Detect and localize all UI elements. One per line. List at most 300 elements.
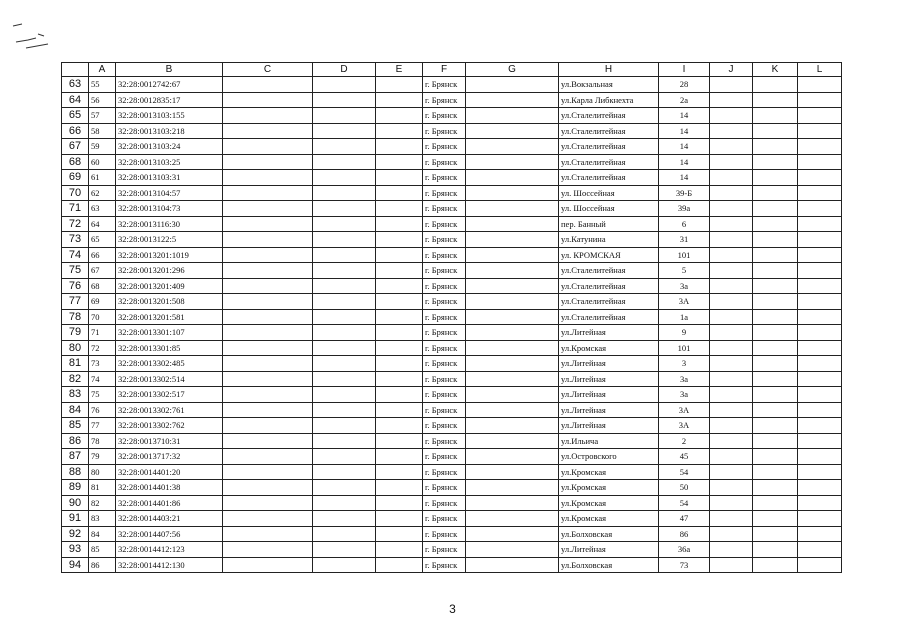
cell-d[interactable] bbox=[313, 170, 376, 186]
column-header-k[interactable]: K bbox=[753, 63, 798, 77]
cell-i[interactable]: 14 bbox=[659, 139, 710, 155]
cell-g[interactable] bbox=[466, 278, 559, 294]
cell-h[interactable]: ул.Сталелитейная bbox=[559, 154, 659, 170]
column-header-l[interactable]: L bbox=[798, 63, 842, 77]
cell-b[interactable]: 32:28:0013116:30 bbox=[116, 216, 223, 232]
cell-f[interactable]: г. Брянск bbox=[423, 77, 466, 93]
cell-j[interactable] bbox=[710, 309, 753, 325]
cell-k[interactable] bbox=[753, 340, 798, 356]
cell-e[interactable] bbox=[376, 325, 423, 341]
cell-b[interactable]: 32:28:0013201:409 bbox=[116, 278, 223, 294]
cell-e[interactable] bbox=[376, 108, 423, 124]
cell-a[interactable]: 67 bbox=[89, 263, 116, 279]
row-number[interactable]: 81 bbox=[62, 356, 89, 372]
column-header-a[interactable]: A bbox=[89, 63, 116, 77]
cell-f[interactable]: г. Брянск bbox=[423, 387, 466, 403]
cell-e[interactable] bbox=[376, 557, 423, 573]
cell-l[interactable] bbox=[798, 185, 842, 201]
cell-i[interactable]: 2а bbox=[659, 92, 710, 108]
cell-i[interactable]: 1а bbox=[659, 309, 710, 325]
cell-j[interactable] bbox=[710, 139, 753, 155]
cell-f[interactable]: г. Брянск bbox=[423, 294, 466, 310]
cell-c[interactable] bbox=[223, 170, 313, 186]
cell-a[interactable]: 78 bbox=[89, 433, 116, 449]
cell-l[interactable] bbox=[798, 201, 842, 217]
cell-k[interactable] bbox=[753, 356, 798, 372]
cell-d[interactable] bbox=[313, 309, 376, 325]
cell-k[interactable] bbox=[753, 232, 798, 248]
cell-d[interactable] bbox=[313, 139, 376, 155]
cell-j[interactable] bbox=[710, 511, 753, 527]
cell-h[interactable]: ул.Литейная bbox=[559, 418, 659, 434]
cell-h[interactable]: ул.Сталелитейная bbox=[559, 309, 659, 325]
column-header-h[interactable]: H bbox=[559, 63, 659, 77]
row-number[interactable]: 76 bbox=[62, 278, 89, 294]
cell-g[interactable] bbox=[466, 92, 559, 108]
cell-l[interactable] bbox=[798, 387, 842, 403]
cell-l[interactable] bbox=[798, 418, 842, 434]
cell-c[interactable] bbox=[223, 371, 313, 387]
cell-b[interactable]: 32:28:0013103:155 bbox=[116, 108, 223, 124]
cell-a[interactable]: 74 bbox=[89, 371, 116, 387]
cell-e[interactable] bbox=[376, 526, 423, 542]
cell-b[interactable]: 32:28:0013302:762 bbox=[116, 418, 223, 434]
cell-i[interactable]: 54 bbox=[659, 464, 710, 480]
cell-f[interactable]: г. Брянск bbox=[423, 170, 466, 186]
cell-b[interactable]: 32:28:0013104:73 bbox=[116, 201, 223, 217]
cell-i[interactable]: 14 bbox=[659, 108, 710, 124]
cell-d[interactable] bbox=[313, 123, 376, 139]
cell-a[interactable]: 55 bbox=[89, 77, 116, 93]
cell-g[interactable] bbox=[466, 139, 559, 155]
cell-k[interactable] bbox=[753, 309, 798, 325]
cell-h[interactable]: ул.Сталелитейная bbox=[559, 263, 659, 279]
cell-k[interactable] bbox=[753, 371, 798, 387]
cell-i[interactable]: 50 bbox=[659, 480, 710, 496]
cell-c[interactable] bbox=[223, 216, 313, 232]
cell-b[interactable]: 32:28:0014401:38 bbox=[116, 480, 223, 496]
cell-b[interactable]: 32:28:0013717:32 bbox=[116, 449, 223, 465]
cell-d[interactable] bbox=[313, 371, 376, 387]
cell-d[interactable] bbox=[313, 557, 376, 573]
cell-g[interactable] bbox=[466, 294, 559, 310]
cell-j[interactable] bbox=[710, 325, 753, 341]
cell-b[interactable]: 32:28:0014412:123 bbox=[116, 542, 223, 558]
row-number[interactable]: 63 bbox=[62, 77, 89, 93]
cell-i[interactable]: 3А bbox=[659, 294, 710, 310]
cell-f[interactable]: г. Брянск bbox=[423, 92, 466, 108]
cell-b[interactable]: 32:28:0013104:57 bbox=[116, 185, 223, 201]
cell-k[interactable] bbox=[753, 185, 798, 201]
cell-h[interactable]: ул.Литейная bbox=[559, 387, 659, 403]
cell-e[interactable] bbox=[376, 123, 423, 139]
cell-d[interactable] bbox=[313, 201, 376, 217]
cell-l[interactable] bbox=[798, 123, 842, 139]
cell-h[interactable]: ул.Сталелитейная bbox=[559, 108, 659, 124]
cell-c[interactable] bbox=[223, 542, 313, 558]
cell-a[interactable]: 57 bbox=[89, 108, 116, 124]
cell-j[interactable] bbox=[710, 294, 753, 310]
cell-g[interactable] bbox=[466, 325, 559, 341]
cell-g[interactable] bbox=[466, 201, 559, 217]
cell-f[interactable]: г. Брянск bbox=[423, 139, 466, 155]
cell-j[interactable] bbox=[710, 216, 753, 232]
cell-a[interactable]: 58 bbox=[89, 123, 116, 139]
cell-k[interactable] bbox=[753, 542, 798, 558]
cell-k[interactable] bbox=[753, 557, 798, 573]
cell-d[interactable] bbox=[313, 77, 376, 93]
cell-f[interactable]: г. Брянск bbox=[423, 216, 466, 232]
cell-f[interactable]: г. Брянск bbox=[423, 433, 466, 449]
cell-b[interactable]: 32:28:0013302:761 bbox=[116, 402, 223, 418]
cell-d[interactable] bbox=[313, 542, 376, 558]
cell-a[interactable]: 59 bbox=[89, 139, 116, 155]
cell-i[interactable]: 36а bbox=[659, 542, 710, 558]
cell-l[interactable] bbox=[798, 108, 842, 124]
cell-f[interactable]: г. Брянск bbox=[423, 309, 466, 325]
cell-f[interactable]: г. Брянск bbox=[423, 154, 466, 170]
cell-f[interactable]: г. Брянск bbox=[423, 495, 466, 511]
cell-c[interactable] bbox=[223, 294, 313, 310]
cell-j[interactable] bbox=[710, 247, 753, 263]
cell-l[interactable] bbox=[798, 511, 842, 527]
cell-c[interactable] bbox=[223, 433, 313, 449]
cell-f[interactable]: г. Брянск bbox=[423, 232, 466, 248]
cell-g[interactable] bbox=[466, 263, 559, 279]
cell-j[interactable] bbox=[710, 232, 753, 248]
cell-l[interactable] bbox=[798, 464, 842, 480]
cell-d[interactable] bbox=[313, 340, 376, 356]
cell-l[interactable] bbox=[798, 325, 842, 341]
cell-i[interactable]: 73 bbox=[659, 557, 710, 573]
cell-b[interactable]: 32:28:0013302:517 bbox=[116, 387, 223, 403]
cell-b[interactable]: 32:28:0012742:67 bbox=[116, 77, 223, 93]
cell-g[interactable] bbox=[466, 526, 559, 542]
cell-c[interactable] bbox=[223, 201, 313, 217]
cell-a[interactable]: 62 bbox=[89, 185, 116, 201]
cell-l[interactable] bbox=[798, 356, 842, 372]
cell-l[interactable] bbox=[798, 92, 842, 108]
cell-f[interactable]: г. Брянск bbox=[423, 557, 466, 573]
cell-k[interactable] bbox=[753, 108, 798, 124]
cell-i[interactable]: 5 bbox=[659, 263, 710, 279]
cell-a[interactable]: 63 bbox=[89, 201, 116, 217]
cell-h[interactable]: ул.Сталелитейная bbox=[559, 170, 659, 186]
cell-d[interactable] bbox=[313, 464, 376, 480]
cell-j[interactable] bbox=[710, 123, 753, 139]
cell-d[interactable] bbox=[313, 480, 376, 496]
cell-h[interactable]: ул.Карла Либкнехта bbox=[559, 92, 659, 108]
cell-b[interactable]: 32:28:0014407:56 bbox=[116, 526, 223, 542]
cell-i[interactable]: 3А bbox=[659, 418, 710, 434]
cell-d[interactable] bbox=[313, 247, 376, 263]
cell-j[interactable] bbox=[710, 263, 753, 279]
cell-i[interactable]: 47 bbox=[659, 511, 710, 527]
cell-i[interactable]: 3А bbox=[659, 402, 710, 418]
cell-i[interactable]: 45 bbox=[659, 449, 710, 465]
cell-k[interactable] bbox=[753, 154, 798, 170]
cell-h[interactable]: ул.Сталелитейная bbox=[559, 278, 659, 294]
cell-e[interactable] bbox=[376, 449, 423, 465]
row-number[interactable]: 88 bbox=[62, 464, 89, 480]
row-number[interactable]: 82 bbox=[62, 371, 89, 387]
cell-c[interactable] bbox=[223, 511, 313, 527]
cell-e[interactable] bbox=[376, 92, 423, 108]
cell-a[interactable]: 71 bbox=[89, 325, 116, 341]
cell-k[interactable] bbox=[753, 123, 798, 139]
cell-l[interactable] bbox=[798, 216, 842, 232]
cell-c[interactable] bbox=[223, 557, 313, 573]
cell-a[interactable]: 86 bbox=[89, 557, 116, 573]
cell-e[interactable] bbox=[376, 356, 423, 372]
cell-i[interactable]: 9 bbox=[659, 325, 710, 341]
cell-j[interactable] bbox=[710, 433, 753, 449]
cell-i[interactable]: 101 bbox=[659, 340, 710, 356]
cell-e[interactable] bbox=[376, 464, 423, 480]
cell-h[interactable]: ул.Литейная bbox=[559, 356, 659, 372]
row-number[interactable]: 89 bbox=[62, 480, 89, 496]
cell-i[interactable]: 39-Б bbox=[659, 185, 710, 201]
cell-d[interactable] bbox=[313, 185, 376, 201]
column-header-b[interactable]: B bbox=[116, 63, 223, 77]
row-number[interactable]: 85 bbox=[62, 418, 89, 434]
cell-i[interactable]: 3а bbox=[659, 278, 710, 294]
cell-c[interactable] bbox=[223, 263, 313, 279]
cell-h[interactable]: ул.Болховская bbox=[559, 526, 659, 542]
cell-h[interactable]: ул.Литейная bbox=[559, 542, 659, 558]
cell-f[interactable]: г. Брянск bbox=[423, 356, 466, 372]
cell-a[interactable]: 64 bbox=[89, 216, 116, 232]
cell-j[interactable] bbox=[710, 387, 753, 403]
cell-g[interactable] bbox=[466, 511, 559, 527]
cell-i[interactable]: 54 bbox=[659, 495, 710, 511]
cell-h[interactable]: ул.Кромская bbox=[559, 511, 659, 527]
cell-d[interactable] bbox=[313, 526, 376, 542]
cell-i[interactable]: 39а bbox=[659, 201, 710, 217]
cell-i[interactable]: 6 bbox=[659, 216, 710, 232]
cell-g[interactable] bbox=[466, 123, 559, 139]
cell-h[interactable]: ул.Кромская bbox=[559, 464, 659, 480]
cell-g[interactable] bbox=[466, 77, 559, 93]
cell-l[interactable] bbox=[798, 449, 842, 465]
cell-i[interactable]: 3а bbox=[659, 371, 710, 387]
row-number[interactable]: 91 bbox=[62, 511, 89, 527]
cell-h[interactable]: ул.Кромская bbox=[559, 480, 659, 496]
column-header-i[interactable]: I bbox=[659, 63, 710, 77]
cell-h[interactable]: ул.Сталелитейная bbox=[559, 294, 659, 310]
cell-e[interactable] bbox=[376, 511, 423, 527]
cell-g[interactable] bbox=[466, 232, 559, 248]
cell-a[interactable]: 72 bbox=[89, 340, 116, 356]
cell-l[interactable] bbox=[798, 263, 842, 279]
cell-e[interactable] bbox=[376, 371, 423, 387]
cell-k[interactable] bbox=[753, 464, 798, 480]
cell-c[interactable] bbox=[223, 278, 313, 294]
column-header-e[interactable]: E bbox=[376, 63, 423, 77]
cell-j[interactable] bbox=[710, 449, 753, 465]
cell-b[interactable]: 32:28:0014412:130 bbox=[116, 557, 223, 573]
cell-e[interactable] bbox=[376, 294, 423, 310]
cell-f[interactable]: г. Брянск bbox=[423, 247, 466, 263]
cell-c[interactable] bbox=[223, 495, 313, 511]
cell-k[interactable] bbox=[753, 418, 798, 434]
cell-a[interactable]: 82 bbox=[89, 495, 116, 511]
cell-i[interactable]: 2 bbox=[659, 433, 710, 449]
cell-e[interactable] bbox=[376, 232, 423, 248]
cell-d[interactable] bbox=[313, 154, 376, 170]
cell-k[interactable] bbox=[753, 480, 798, 496]
cell-l[interactable] bbox=[798, 495, 842, 511]
cell-e[interactable] bbox=[376, 247, 423, 263]
row-number[interactable]: 86 bbox=[62, 433, 89, 449]
cell-h[interactable]: ул. Шоссейная bbox=[559, 185, 659, 201]
row-number[interactable]: 84 bbox=[62, 402, 89, 418]
cell-g[interactable] bbox=[466, 170, 559, 186]
cell-g[interactable] bbox=[466, 542, 559, 558]
cell-e[interactable] bbox=[376, 154, 423, 170]
cell-k[interactable] bbox=[753, 263, 798, 279]
cell-f[interactable]: г. Брянск bbox=[423, 402, 466, 418]
cell-f[interactable]: г. Брянск bbox=[423, 480, 466, 496]
cell-j[interactable] bbox=[710, 154, 753, 170]
row-number[interactable]: 64 bbox=[62, 92, 89, 108]
cell-e[interactable] bbox=[376, 418, 423, 434]
row-number[interactable]: 65 bbox=[62, 108, 89, 124]
cell-l[interactable] bbox=[798, 542, 842, 558]
cell-k[interactable] bbox=[753, 77, 798, 93]
cell-d[interactable] bbox=[313, 278, 376, 294]
row-number[interactable]: 66 bbox=[62, 123, 89, 139]
cell-b[interactable]: 32:28:0014401:20 bbox=[116, 464, 223, 480]
cell-f[interactable]: г. Брянск bbox=[423, 449, 466, 465]
cell-c[interactable] bbox=[223, 418, 313, 434]
cell-i[interactable]: 3а bbox=[659, 387, 710, 403]
cell-j[interactable] bbox=[710, 356, 753, 372]
row-number[interactable]: 92 bbox=[62, 526, 89, 542]
cell-e[interactable] bbox=[376, 216, 423, 232]
cell-j[interactable] bbox=[710, 108, 753, 124]
cell-k[interactable] bbox=[753, 92, 798, 108]
cell-a[interactable]: 84 bbox=[89, 526, 116, 542]
cell-a[interactable]: 66 bbox=[89, 247, 116, 263]
row-number[interactable]: 67 bbox=[62, 139, 89, 155]
cell-c[interactable] bbox=[223, 247, 313, 263]
row-number[interactable]: 94 bbox=[62, 557, 89, 573]
row-number[interactable]: 93 bbox=[62, 542, 89, 558]
cell-i[interactable]: 86 bbox=[659, 526, 710, 542]
cell-b[interactable]: 32:28:0013301:85 bbox=[116, 340, 223, 356]
cell-j[interactable] bbox=[710, 542, 753, 558]
cell-l[interactable] bbox=[798, 371, 842, 387]
cell-j[interactable] bbox=[710, 480, 753, 496]
row-number[interactable]: 80 bbox=[62, 340, 89, 356]
cell-g[interactable] bbox=[466, 185, 559, 201]
cell-j[interactable] bbox=[710, 201, 753, 217]
cell-d[interactable] bbox=[313, 92, 376, 108]
cell-d[interactable] bbox=[313, 325, 376, 341]
cell-d[interactable] bbox=[313, 402, 376, 418]
column-header-g[interactable]: G bbox=[466, 63, 559, 77]
cell-l[interactable] bbox=[798, 294, 842, 310]
cell-e[interactable] bbox=[376, 542, 423, 558]
cell-a[interactable]: 70 bbox=[89, 309, 116, 325]
cell-g[interactable] bbox=[466, 247, 559, 263]
cell-k[interactable] bbox=[753, 139, 798, 155]
cell-a[interactable]: 83 bbox=[89, 511, 116, 527]
cell-a[interactable]: 61 bbox=[89, 170, 116, 186]
cell-a[interactable]: 81 bbox=[89, 480, 116, 496]
cell-b[interactable]: 32:28:0013201:1019 bbox=[116, 247, 223, 263]
cell-b[interactable]: 32:28:0013302:514 bbox=[116, 371, 223, 387]
cell-b[interactable]: 32:28:0013103:25 bbox=[116, 154, 223, 170]
cell-e[interactable] bbox=[376, 170, 423, 186]
cell-c[interactable] bbox=[223, 340, 313, 356]
cell-c[interactable] bbox=[223, 185, 313, 201]
cell-c[interactable] bbox=[223, 123, 313, 139]
cell-i[interactable]: 14 bbox=[659, 123, 710, 139]
cell-l[interactable] bbox=[798, 557, 842, 573]
column-header-f[interactable]: F bbox=[423, 63, 466, 77]
cell-d[interactable] bbox=[313, 108, 376, 124]
cell-d[interactable] bbox=[313, 263, 376, 279]
cell-k[interactable] bbox=[753, 325, 798, 341]
cell-g[interactable] bbox=[466, 356, 559, 372]
cell-j[interactable] bbox=[710, 371, 753, 387]
cell-d[interactable] bbox=[313, 449, 376, 465]
cell-e[interactable] bbox=[376, 278, 423, 294]
cell-i[interactable]: 101 bbox=[659, 247, 710, 263]
cell-h[interactable]: ул.Катунина bbox=[559, 232, 659, 248]
cell-d[interactable] bbox=[313, 232, 376, 248]
cell-f[interactable]: г. Брянск bbox=[423, 123, 466, 139]
cell-k[interactable] bbox=[753, 511, 798, 527]
cell-j[interactable] bbox=[710, 402, 753, 418]
cell-d[interactable] bbox=[313, 294, 376, 310]
cell-k[interactable] bbox=[753, 387, 798, 403]
cell-h[interactable]: ул.Болховская bbox=[559, 557, 659, 573]
cell-j[interactable] bbox=[710, 557, 753, 573]
cell-i[interactable]: 14 bbox=[659, 170, 710, 186]
cell-a[interactable]: 75 bbox=[89, 387, 116, 403]
row-number[interactable]: 75 bbox=[62, 263, 89, 279]
cell-c[interactable] bbox=[223, 77, 313, 93]
column-header-d[interactable]: D bbox=[313, 63, 376, 77]
cell-b[interactable]: 32:28:0013103:31 bbox=[116, 170, 223, 186]
cell-h[interactable]: ул.Ильича bbox=[559, 433, 659, 449]
cell-d[interactable] bbox=[313, 216, 376, 232]
cell-h[interactable]: ул.Сталелитейная bbox=[559, 139, 659, 155]
cell-a[interactable]: 80 bbox=[89, 464, 116, 480]
cell-h[interactable]: ул.Литейная bbox=[559, 371, 659, 387]
cell-h[interactable]: ул.Островского bbox=[559, 449, 659, 465]
cell-f[interactable]: г. Брянск bbox=[423, 185, 466, 201]
cell-d[interactable] bbox=[313, 356, 376, 372]
cell-l[interactable] bbox=[798, 278, 842, 294]
cell-f[interactable]: г. Брянск bbox=[423, 340, 466, 356]
cell-g[interactable] bbox=[466, 480, 559, 496]
cell-a[interactable]: 60 bbox=[89, 154, 116, 170]
cell-e[interactable] bbox=[376, 387, 423, 403]
cell-j[interactable] bbox=[710, 340, 753, 356]
cell-c[interactable] bbox=[223, 325, 313, 341]
cell-l[interactable] bbox=[798, 526, 842, 542]
cell-h[interactable]: пер. Банный bbox=[559, 216, 659, 232]
cell-k[interactable] bbox=[753, 170, 798, 186]
cell-e[interactable] bbox=[376, 185, 423, 201]
cell-d[interactable] bbox=[313, 418, 376, 434]
cell-a[interactable]: 69 bbox=[89, 294, 116, 310]
cell-g[interactable] bbox=[466, 154, 559, 170]
